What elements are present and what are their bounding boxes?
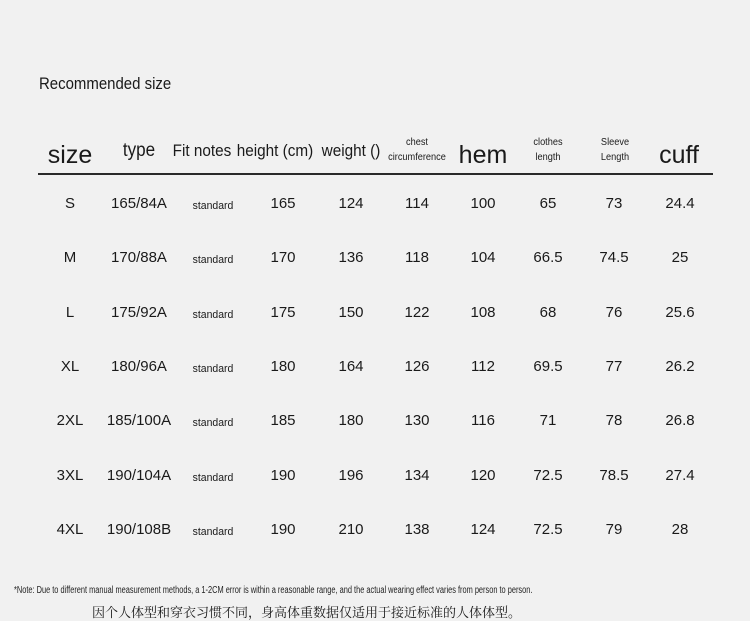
- header-divider: [38, 173, 713, 175]
- header-fit-notes: Fit notes: [172, 141, 232, 160]
- cell-size: 2XL: [56, 412, 84, 430]
- cell-type: 180/96A: [111, 357, 167, 375]
- cell-cuff: 26.2: [665, 357, 695, 375]
- cell-sleeve: 79: [605, 520, 623, 538]
- cell-hem: 124: [470, 520, 496, 538]
- cell-hem: 112: [471, 357, 495, 375]
- cell-clothes: 68: [539, 303, 557, 321]
- cell-size: XL: [60, 357, 80, 375]
- cell-type: 165/84A: [111, 195, 167, 212]
- cell-fit: standard: [192, 525, 234, 538]
- cell-fit: standard: [192, 471, 234, 484]
- header-clothes-length: [533, 135, 562, 165]
- cell-size: S: [64, 195, 76, 212]
- cell-height: 165: [270, 195, 296, 212]
- cell-fit: standard: [192, 254, 234, 267]
- cell-sleeve: 74.5: [599, 249, 629, 267]
- cell-sleeve: 77: [605, 357, 623, 375]
- cell-fit: standard: [192, 362, 234, 375]
- cell-hem: 100: [470, 195, 496, 212]
- cell-clothes: 66.5: [533, 249, 563, 267]
- header-clothes-line2: length: [535, 152, 561, 163]
- cell-clothes: 72.5: [533, 520, 563, 538]
- header-cuff: cuff: [659, 141, 699, 169]
- header-height: height (cm): [236, 141, 314, 160]
- cell-cuff: 24.4: [665, 195, 695, 212]
- cell-height: 170: [270, 249, 296, 267]
- cell-chest: 134: [404, 466, 430, 484]
- header-sleeve-length: [601, 135, 629, 165]
- cell-weight: 164: [338, 357, 364, 375]
- cell-fit: standard: [192, 200, 234, 212]
- cell-size: 3XL: [56, 466, 84, 484]
- cell-height: 175: [270, 303, 296, 321]
- header-clothes-line1: clothes: [533, 137, 563, 148]
- cell-weight: 196: [338, 466, 364, 484]
- header-chest-line2: circumference: [388, 152, 446, 163]
- cell-hem: 120: [470, 466, 496, 484]
- cell-cuff: 25: [671, 249, 689, 267]
- cell-type: 190/108B: [106, 520, 172, 538]
- cell-height: 180: [270, 357, 296, 375]
- cell-chest: 118: [405, 249, 429, 267]
- cell-clothes: 71: [539, 412, 557, 430]
- footnote-chinese: 因个人体型和穿衣习惯不同，身高体重数据仅适用于接近标准的人体体型。: [92, 605, 522, 620]
- cell-clothes: 65: [539, 195, 557, 212]
- cell-hem: 116: [471, 412, 495, 430]
- cell-cuff: 28: [671, 520, 689, 538]
- header-sleeve-line1: Sleeve: [600, 137, 630, 148]
- cell-fit: standard: [192, 308, 234, 321]
- cell-size: L: [65, 303, 75, 321]
- cell-chest: 114: [405, 195, 429, 212]
- cell-cuff: 25.6: [665, 303, 695, 321]
- cell-type: 190/104A: [106, 466, 172, 484]
- cell-hem: 108: [470, 303, 496, 321]
- header-size: size: [47, 141, 93, 169]
- cell-weight: 150: [338, 303, 364, 321]
- cell-hem: 104: [470, 249, 496, 267]
- cell-sleeve: 73: [605, 195, 623, 212]
- header-weight: weight (): [321, 141, 381, 160]
- cell-weight: 136: [338, 249, 364, 267]
- cell-chest: 130: [404, 412, 430, 430]
- cell-type: 170/88A: [111, 249, 167, 267]
- cell-chest: 126: [404, 357, 430, 375]
- cell-clothes: 72.5: [533, 466, 563, 484]
- cell-sleeve: 78.5: [599, 466, 629, 484]
- cell-type: 175/92A: [111, 303, 167, 321]
- cell-weight: 124: [338, 195, 364, 212]
- cell-clothes: 69.5: [533, 357, 563, 375]
- cell-weight: 210: [338, 520, 364, 538]
- header-chest-line1: chest: [406, 137, 428, 148]
- header-type: type: [122, 140, 156, 161]
- cell-weight: 180: [338, 412, 364, 430]
- header-chest: [388, 135, 446, 165]
- cell-height: 185: [270, 412, 296, 430]
- footnote: *Note: Due to different manual measurement methods, a 1-2CM error is within a reasonable range, and the actual wearing effect varies from person to person.: [14, 585, 533, 596]
- cell-fit: standard: [192, 417, 234, 430]
- header-hem: hem: [458, 141, 508, 169]
- cell-size: 4XL: [56, 520, 84, 538]
- cell-cuff: 26.8: [665, 412, 695, 430]
- page-title: Recommended size: [39, 74, 172, 93]
- cell-chest: 122: [404, 303, 430, 321]
- cell-height: 190: [270, 466, 296, 484]
- cell-sleeve: 78: [605, 412, 623, 430]
- cell-height: 190: [270, 520, 296, 538]
- cell-chest: 138: [404, 520, 430, 538]
- header-sleeve-line2: Length: [600, 152, 630, 163]
- cell-type: 185/100A: [106, 412, 172, 430]
- cell-sleeve: 76: [605, 303, 623, 321]
- cell-cuff: 27.4: [665, 466, 695, 484]
- cell-size: M: [63, 249, 77, 267]
